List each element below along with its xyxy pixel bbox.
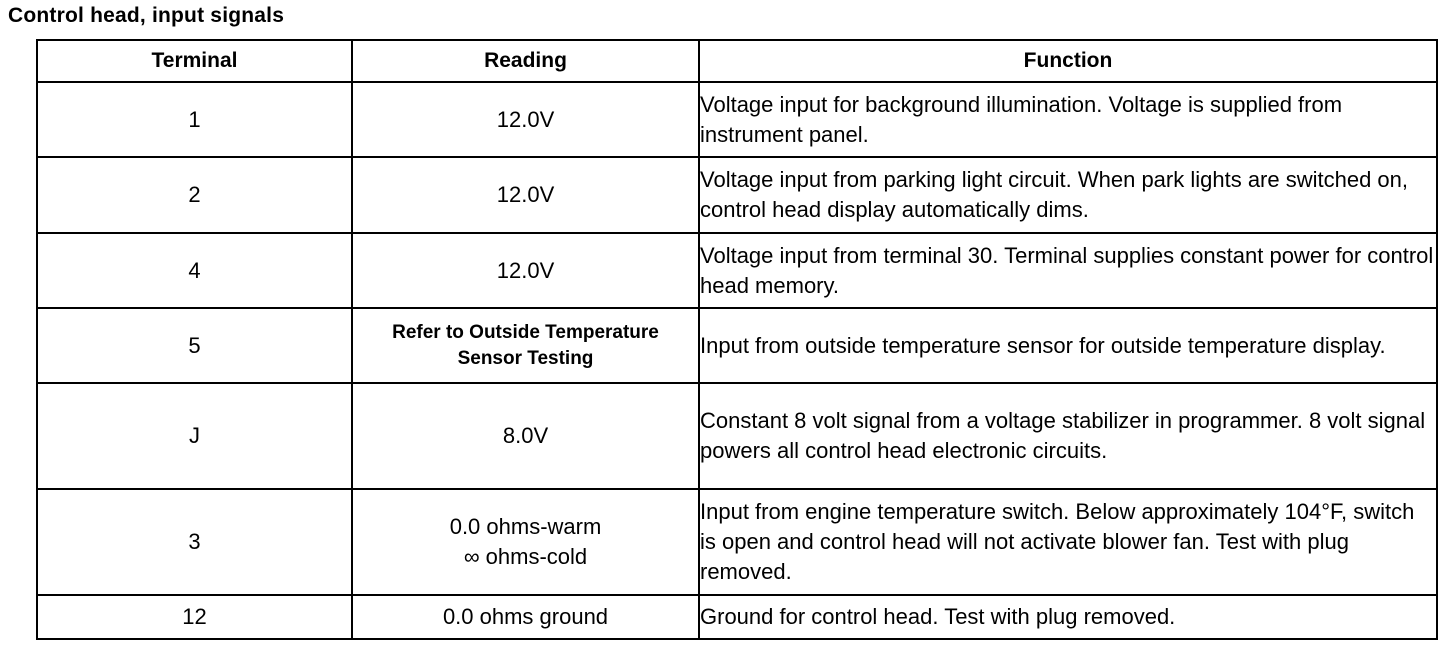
table-row <box>37 82 1437 157</box>
table-header-row <box>37 40 1437 82</box>
reading-cell <box>352 595 699 639</box>
reading-text: 12.0V <box>496 257 555 283</box>
terminal-cell: 3 <box>37 489 352 595</box>
header-terminal: Terminal <box>37 40 352 82</box>
function-cell: Voltage input for background illumination. Voltage is supplied from instrument panel. <box>699 82 1437 157</box>
reading-cell <box>352 308 699 383</box>
terminal-cell: 4 <box>37 233 352 308</box>
reading-text: 12.0V <box>496 106 555 132</box>
function-cell: Voltage input from parking light circuit. When park lights are switched on, control head display automatically dims. <box>699 157 1437 233</box>
table-row <box>37 308 1437 383</box>
function-cell: Voltage input from terminal 30. Terminal supplies constant power for control head memory. <box>699 233 1437 308</box>
table-row <box>37 595 1437 639</box>
reading-text: 0.0 ohms ground <box>442 604 609 629</box>
table-row <box>37 157 1437 233</box>
reading-text: 0.0 ohms-warm <box>449 514 602 539</box>
reading-cell <box>352 82 699 157</box>
reading-text: Sensor Testing <box>457 347 594 369</box>
reading-cell <box>352 489 699 595</box>
function-cell: Input from engine temperature switch. Below approximately 104°F, switch is open and control head will not activate blower fan. Test with plug removed. <box>699 489 1437 595</box>
terminal-cell: J <box>37 383 352 489</box>
function-cell: Ground for control head. Test with plug removed. <box>699 595 1437 639</box>
input-signals-table <box>36 39 1438 640</box>
function-cell: Input from outside temperature sensor for outside temperature display. <box>699 308 1437 383</box>
reading-cell <box>352 383 699 489</box>
table-row <box>37 233 1437 308</box>
reading-text: 8.0V <box>502 423 549 448</box>
terminal-cell: 2 <box>37 157 352 233</box>
reading-cell <box>352 233 699 308</box>
page-title: Control head, input signals <box>8 4 285 27</box>
terminal-cell: 5 <box>37 308 352 383</box>
header-function: Function <box>699 40 1437 82</box>
header-reading: Reading <box>352 40 699 82</box>
reading-text: 12.0V <box>496 182 555 207</box>
terminal-cell: 12 <box>37 595 352 639</box>
table-row <box>37 383 1437 489</box>
reading-cell <box>352 157 699 233</box>
function-cell: Constant 8 volt signal from a voltage stabilizer in programmer. 8 volt signal powers all control head electronic circuits. <box>699 383 1437 489</box>
table-row <box>37 489 1437 595</box>
reading-text: Refer to Outside Temperature <box>392 321 659 343</box>
reading-text: ∞ ohms-cold <box>463 544 588 569</box>
terminal-cell: 1 <box>37 82 352 157</box>
